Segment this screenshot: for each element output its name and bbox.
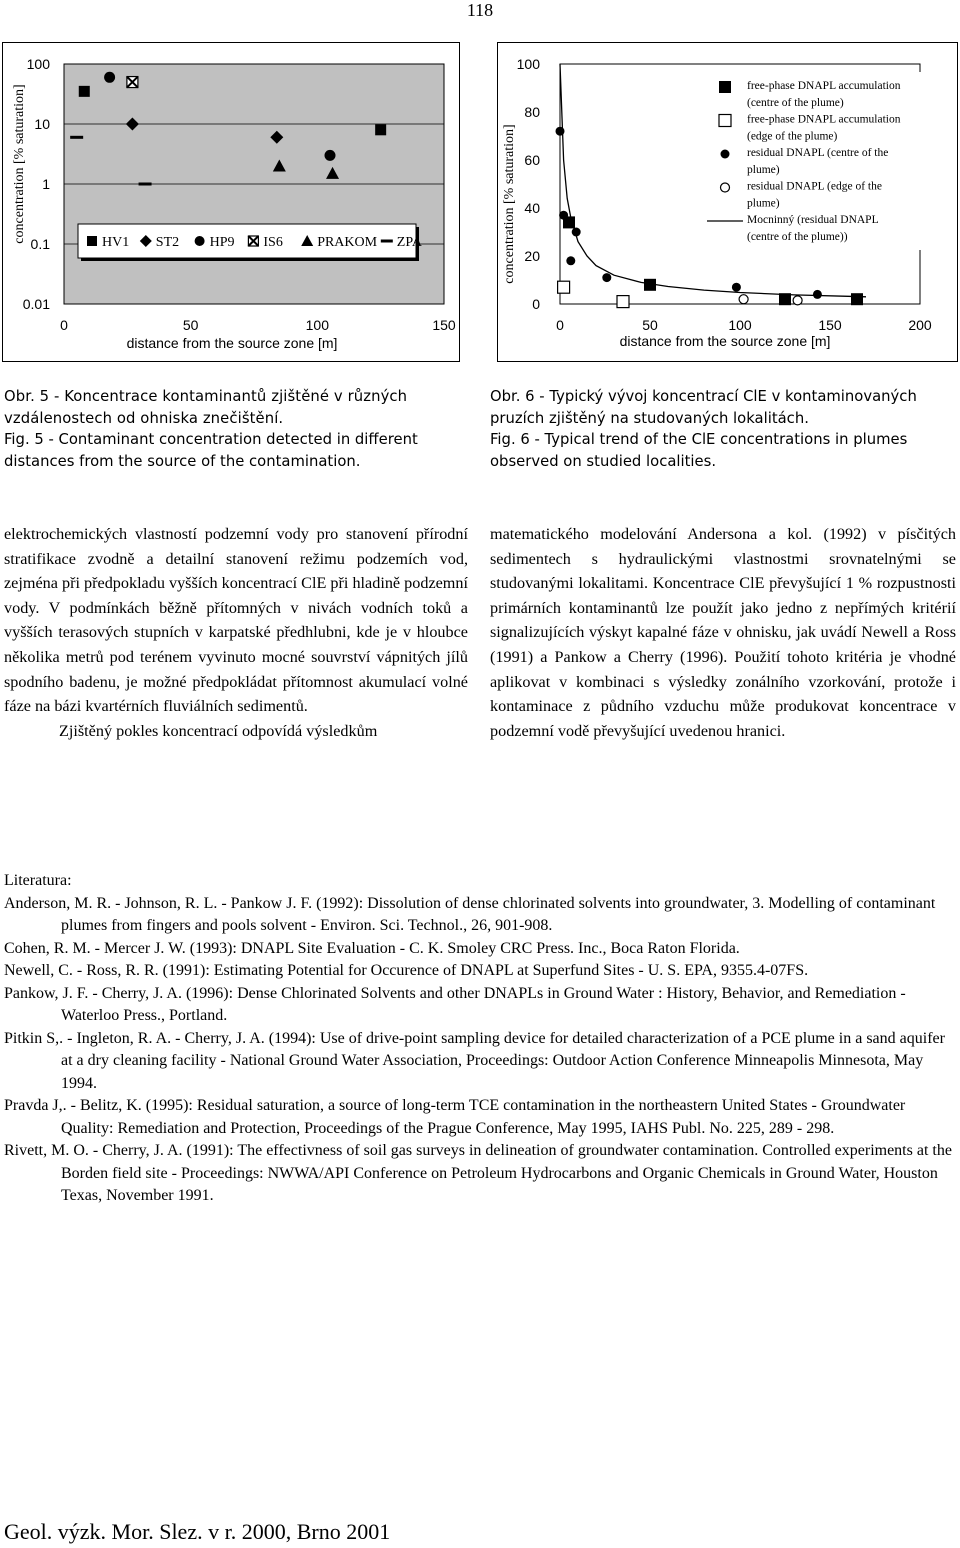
body-left-paragraph-2: Zjištěný pokles koncentrací odpovídá výsledkům (59, 721, 378, 740)
data-point (602, 273, 611, 282)
figure-5-caption-cz: Obr. 5 - Koncentrace kontaminantů zjištěné v různých vzdálenostech od ohniska znečištění. (4, 388, 408, 427)
data-point (851, 293, 863, 305)
data-point-hv1 (79, 86, 90, 97)
data-point (617, 296, 629, 308)
y-tick-label: 80 (524, 104, 540, 120)
legend-label: HP9 (209, 235, 235, 250)
y-axis-label: concentration [% saturation] (502, 124, 517, 284)
legend-marker (248, 236, 258, 246)
data-point-zpa (70, 136, 83, 139)
page-number: 118 (466, 0, 494, 20)
data-point-zpa (139, 183, 152, 186)
data-point (558, 281, 570, 293)
legend-label: IS6 (263, 235, 283, 250)
data-point (556, 127, 565, 136)
body-right-column (490, 522, 956, 743)
y-tick-label: 0.1 (30, 236, 50, 252)
reference-item: Cohen, R. M. - Mercer J. W. (1993): DNAPL Site Evaluation - C. K. Smoley CRC Press. Inc., Boca Raton Florida. (4, 939, 740, 957)
data-point (644, 279, 656, 291)
y-tick-label: 10 (34, 116, 50, 132)
y-tick-label: 0 (532, 296, 540, 312)
legend-label: residual DNAPL (centre of the (747, 147, 889, 159)
body-left-paragraph-1: elektrochemických vlastností podzemní vody pro stanovení přírodní stratifikace zvodně a detailní stanovení režimu podzemích vod, zejména při předpokladu vyšších koncentrací ClE při hladině podzemní vody. V podmínkách běžně přítomných v nivách vodních toků a vyšších terasových stupních v karpatské předhlubni, kde je v hloubce několika metrů pod terénem vyvinuto mocné souvrství vápnitých jílů spodního badenu, je možné předpokládat přítomnost akumulací volné fáze na bázi kvartérních fluviálních sedimentů. (4, 525, 468, 716)
reference-item: Pitkin S,. - Ingleton, R. A. - Cherry, J. A. (1994): Use of drive-point sampling device for detailed characterization of a PCE plume in a sand aquifer at a dry cleaning facility - National Ground Water Association, Proceedings: Outdoor Action Conference Minneapolis Minnesota, May 1994. (4, 1029, 945, 1092)
figure-5-caption-en: Fig. 5 - Contaminant concentration detected in different distances from the source of the contamination. (4, 431, 418, 470)
legend-label: (centre of the plume)) (747, 231, 848, 243)
data-point-is6 (127, 77, 138, 88)
y-tick-label: 20 (524, 248, 540, 264)
legend-label: PRAKOM (317, 235, 378, 250)
figure-6-caption (490, 386, 956, 472)
y-tick-label: 40 (524, 200, 540, 216)
reference-item: Anderson, M. R. - Johnson, R. L. - Pankow J. F. (1992): Dissolution of dense chlorinated solvents into groundwater, 3. Modelling of contaminant plumes from fingers and pools solvent - Environ. Sci. Technol., 26, 901-908. (4, 894, 936, 934)
data-point-hp9 (104, 72, 115, 83)
x-tick-label: 50 (642, 317, 658, 333)
legend-marker (381, 240, 393, 243)
figure-6-chart (497, 42, 958, 362)
legend-label: ST2 (155, 235, 180, 250)
legend-marker (719, 115, 731, 127)
legend-marker (721, 183, 730, 192)
x-tick-label: 0 (556, 317, 564, 333)
y-tick-label: 100 (516, 56, 540, 72)
legend-label: plume) (747, 164, 780, 176)
body-right-paragraph-1: matematického modelování Andersona a kol. (1992) v písčitých sedimentech s hydraulickými vlastnostmi srovnatelnými se studovanými lokalitami. Koncentrace ClE převyšující 1 % rozpustnosti primárních kontaminantů lze použít jako jedno z nepřímých kritérií signalizujících výskyt kapalné fáze v ohnisku, jak uvádí Newell a Ross (1991) a Pankow a Cherry (1996). Použití tohoto kritéria je vhodné aplikovat v kombinaci s výsledky zonálního vzorkování, protože i kontaminace z půdního vzduchu může produkovat koncentrace v podzemní vodě převyšující uvedenou hranici. (490, 525, 956, 740)
x-tick-label: 150 (432, 317, 456, 333)
reference-item: Pankow, J. F. - Cherry, J. A. (1996): Dense Chlorinated Solvents and other DNAPLs in Ground Water : History, Behavior, and Remediation - Waterloo Press., Portland. (4, 984, 906, 1024)
legend-label: Mocninný (residual DNAPL (747, 214, 879, 226)
legend-label: plume) (747, 197, 780, 210)
legend-marker (721, 150, 730, 159)
x-tick-label: 100 (728, 317, 752, 333)
x-tick-label: 100 (305, 317, 330, 333)
y-tick-label: 100 (26, 56, 50, 72)
body-left-column (4, 522, 468, 743)
x-tick-label: 0 (60, 317, 68, 333)
references (4, 870, 958, 1208)
data-point (739, 295, 748, 304)
x-tick-label: 50 (182, 317, 199, 333)
y-tick-label: 1 (42, 176, 50, 192)
legend-label: ZPA (396, 235, 422, 250)
legend-marker (195, 236, 205, 246)
figure-6-caption-en: Fig. 6 - Typical trend of the ClE concentrations in plumes observed on studied localities. (490, 431, 908, 470)
legend-label: HV1 (102, 235, 130, 250)
figure-5-chart (2, 42, 460, 362)
data-point (732, 283, 741, 292)
legend-label: (centre of the plume) (747, 97, 844, 109)
data-point (572, 228, 581, 237)
y-axis-label: concentration [% saturation] (12, 84, 27, 244)
data-point-hv1 (375, 124, 386, 135)
reference-item: Pravda J,. - Belitz, K. (1995): Residual saturation, a source of long-term TCE contamination in the northeastern United States - Groundwater Quality: Remediation and Protection, Proceedings of the Prague Conference, May 1995, IAHS Publ. No. 225, 289 - 298. (4, 1097, 906, 1137)
x-axis-label: distance from the source zone [m] (126, 335, 338, 351)
figure-5-svg (2, 42, 460, 362)
legend-label: free-phase DNAPL accumulation (747, 80, 901, 92)
figure-6-caption-cz: Obr. 6 - Typický vývoj koncentrací ClE v kontaminovaných pruzích zjištěný na studovaných lokalitách. (490, 388, 917, 427)
reference-item: Newell, C. - Ross, R. R. (1991): Estimating Potential for Occurence of DNAPL at Superfund Sites - U. S. EPA, 9355.4-07FS. (4, 962, 809, 979)
legend-marker (719, 81, 731, 93)
data-point (566, 256, 575, 265)
reference-item: Rivett, M. O. - Cherry, J. A. (1991): The effectivness of soil gas surveys in delineation of groundwater contamination. Controlled experiments at the Borden field site - Proceedings: NWWA/API Conference on Petroleum Hydrocarbons and Organic Chemicals in Ground Water, Houston Texas, November 1991. (4, 1142, 952, 1204)
figure-5-caption (4, 386, 468, 472)
data-point (813, 290, 822, 299)
figure-6-svg (497, 42, 958, 362)
legend-label: residual DNAPL (edge of the (747, 180, 882, 193)
y-tick-label: 0.01 (22, 296, 50, 312)
legend-label: free-phase DNAPL accumulation (747, 113, 901, 126)
x-axis-label: distance from the source zone [m] (619, 333, 831, 349)
y-tick-label: 60 (524, 152, 540, 168)
data-point-hp9 (325, 150, 336, 161)
x-tick-label: 200 (908, 317, 932, 333)
references-heading: Literatura: (4, 872, 72, 889)
data-point (779, 293, 791, 305)
data-point (559, 211, 568, 220)
journal-footer: Geol. výzk. Mor. Slez. v r. 2000, Brno 2001 (4, 1519, 391, 1544)
legend-marker (87, 236, 97, 246)
data-point (793, 296, 802, 305)
legend-label: (edge of the plume) (747, 130, 838, 143)
x-tick-label: 150 (818, 317, 842, 333)
